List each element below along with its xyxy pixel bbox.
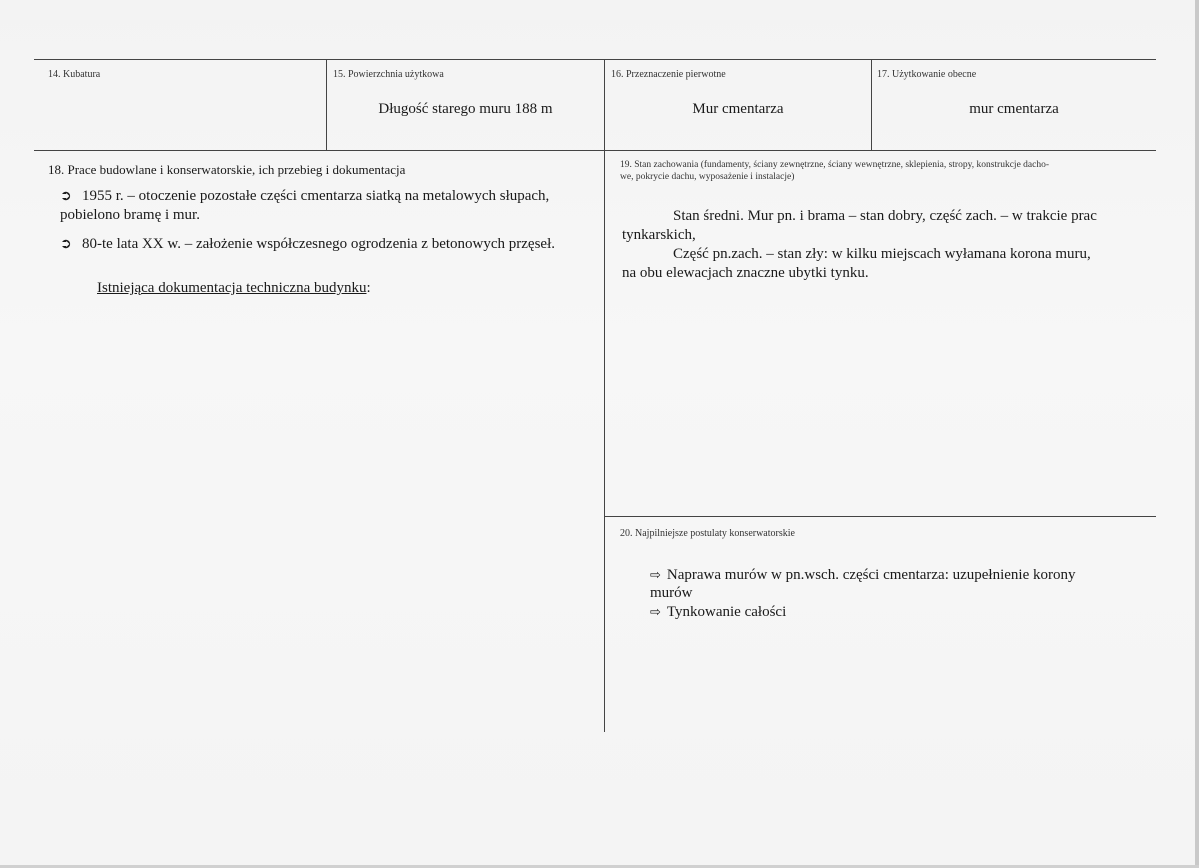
item-1-line1: Naprawa murów w pn.wsch. części cmentarza: uzupełnienie korony (666, 567, 1076, 583)
documentation-heading (97, 279, 371, 298)
field-15-label: 15. Powierzchnia użytkowa (333, 69, 444, 80)
section-19-p2-line1: Część pn.zach. – stan zły: w kilku miejscach wyłamana korona muru, (673, 246, 1091, 262)
section-20-label: 20. Najpilniejsze postulaty konserwatorskie (620, 528, 795, 539)
col-divider-16 (604, 59, 605, 732)
documentation-heading-text: Istniejąca dokumentacja techniczna budynku (97, 280, 367, 296)
hollow-right-arrow-icon: ⇨ (650, 568, 661, 583)
right-arrow-bold-icon: ➲ (60, 188, 72, 204)
section-19-p2-line2: na obu elewacjach znaczne ubytki tynku. (622, 265, 869, 281)
top-rule (34, 59, 1156, 60)
section-20-item-1 (650, 566, 1150, 585)
paper-edge-right (1195, 0, 1199, 868)
section-19-label-line2: we, pokrycie dachu, wyposażenie i instalacje) (620, 172, 795, 182)
section-19-label-line1: 19. Stan zachowania (fundamenty, ściany zewnętrzne, ściany wewnętrzne, sklepienia, stropy, konstrukcje dacho- (620, 160, 1050, 170)
section-20-item-1-cont: murów (650, 585, 693, 601)
section-20-divider (604, 516, 1156, 517)
field-17-label: 17. Użytkowanie obecne (877, 69, 977, 80)
bullet-2-line1: 80-te lata XX w. – założenie współczesnego ogrodzenia z betonowych przęseł. (82, 236, 556, 252)
section-18-bullet-1 (60, 187, 600, 206)
row-divider (34, 150, 1156, 151)
field-16-value: Mur cmentarza (692, 101, 784, 117)
field-16-label: 16. Przeznaczenie pierwotne (611, 69, 726, 80)
section-18-label: 18. Prace budowlane i konserwatorskie, ich przebieg i dokumentacja (48, 162, 406, 177)
hollow-right-arrow-icon: ⇨ (650, 605, 661, 620)
bullet-1-line1: 1955 r. – otoczenie pozostałe części cmentarza siatką na metalowych słupach, (82, 188, 550, 204)
section-20-item-2 (650, 603, 786, 622)
section-19-p1-line1: Stan średni. Mur pn. i brama – stan dobry, część zach. – w trakcie prac (673, 208, 1097, 224)
item-2-line1: Tynkowanie całości (666, 604, 787, 620)
section-19-p1-line2: tynkarskich, (622, 227, 696, 243)
field-15-value: Długość starego muru 188 m (378, 101, 553, 117)
right-arrow-bold-icon: ➲ (60, 236, 72, 252)
section-18-bullet-2 (60, 235, 600, 254)
field-17-value: mur cmentarza (969, 101, 1059, 117)
section-18-bullet-1-cont: pobielono bramę i mur. (60, 207, 200, 223)
documentation-heading-colon: : (366, 280, 371, 296)
field-14-label: 14. Kubatura (48, 69, 101, 80)
